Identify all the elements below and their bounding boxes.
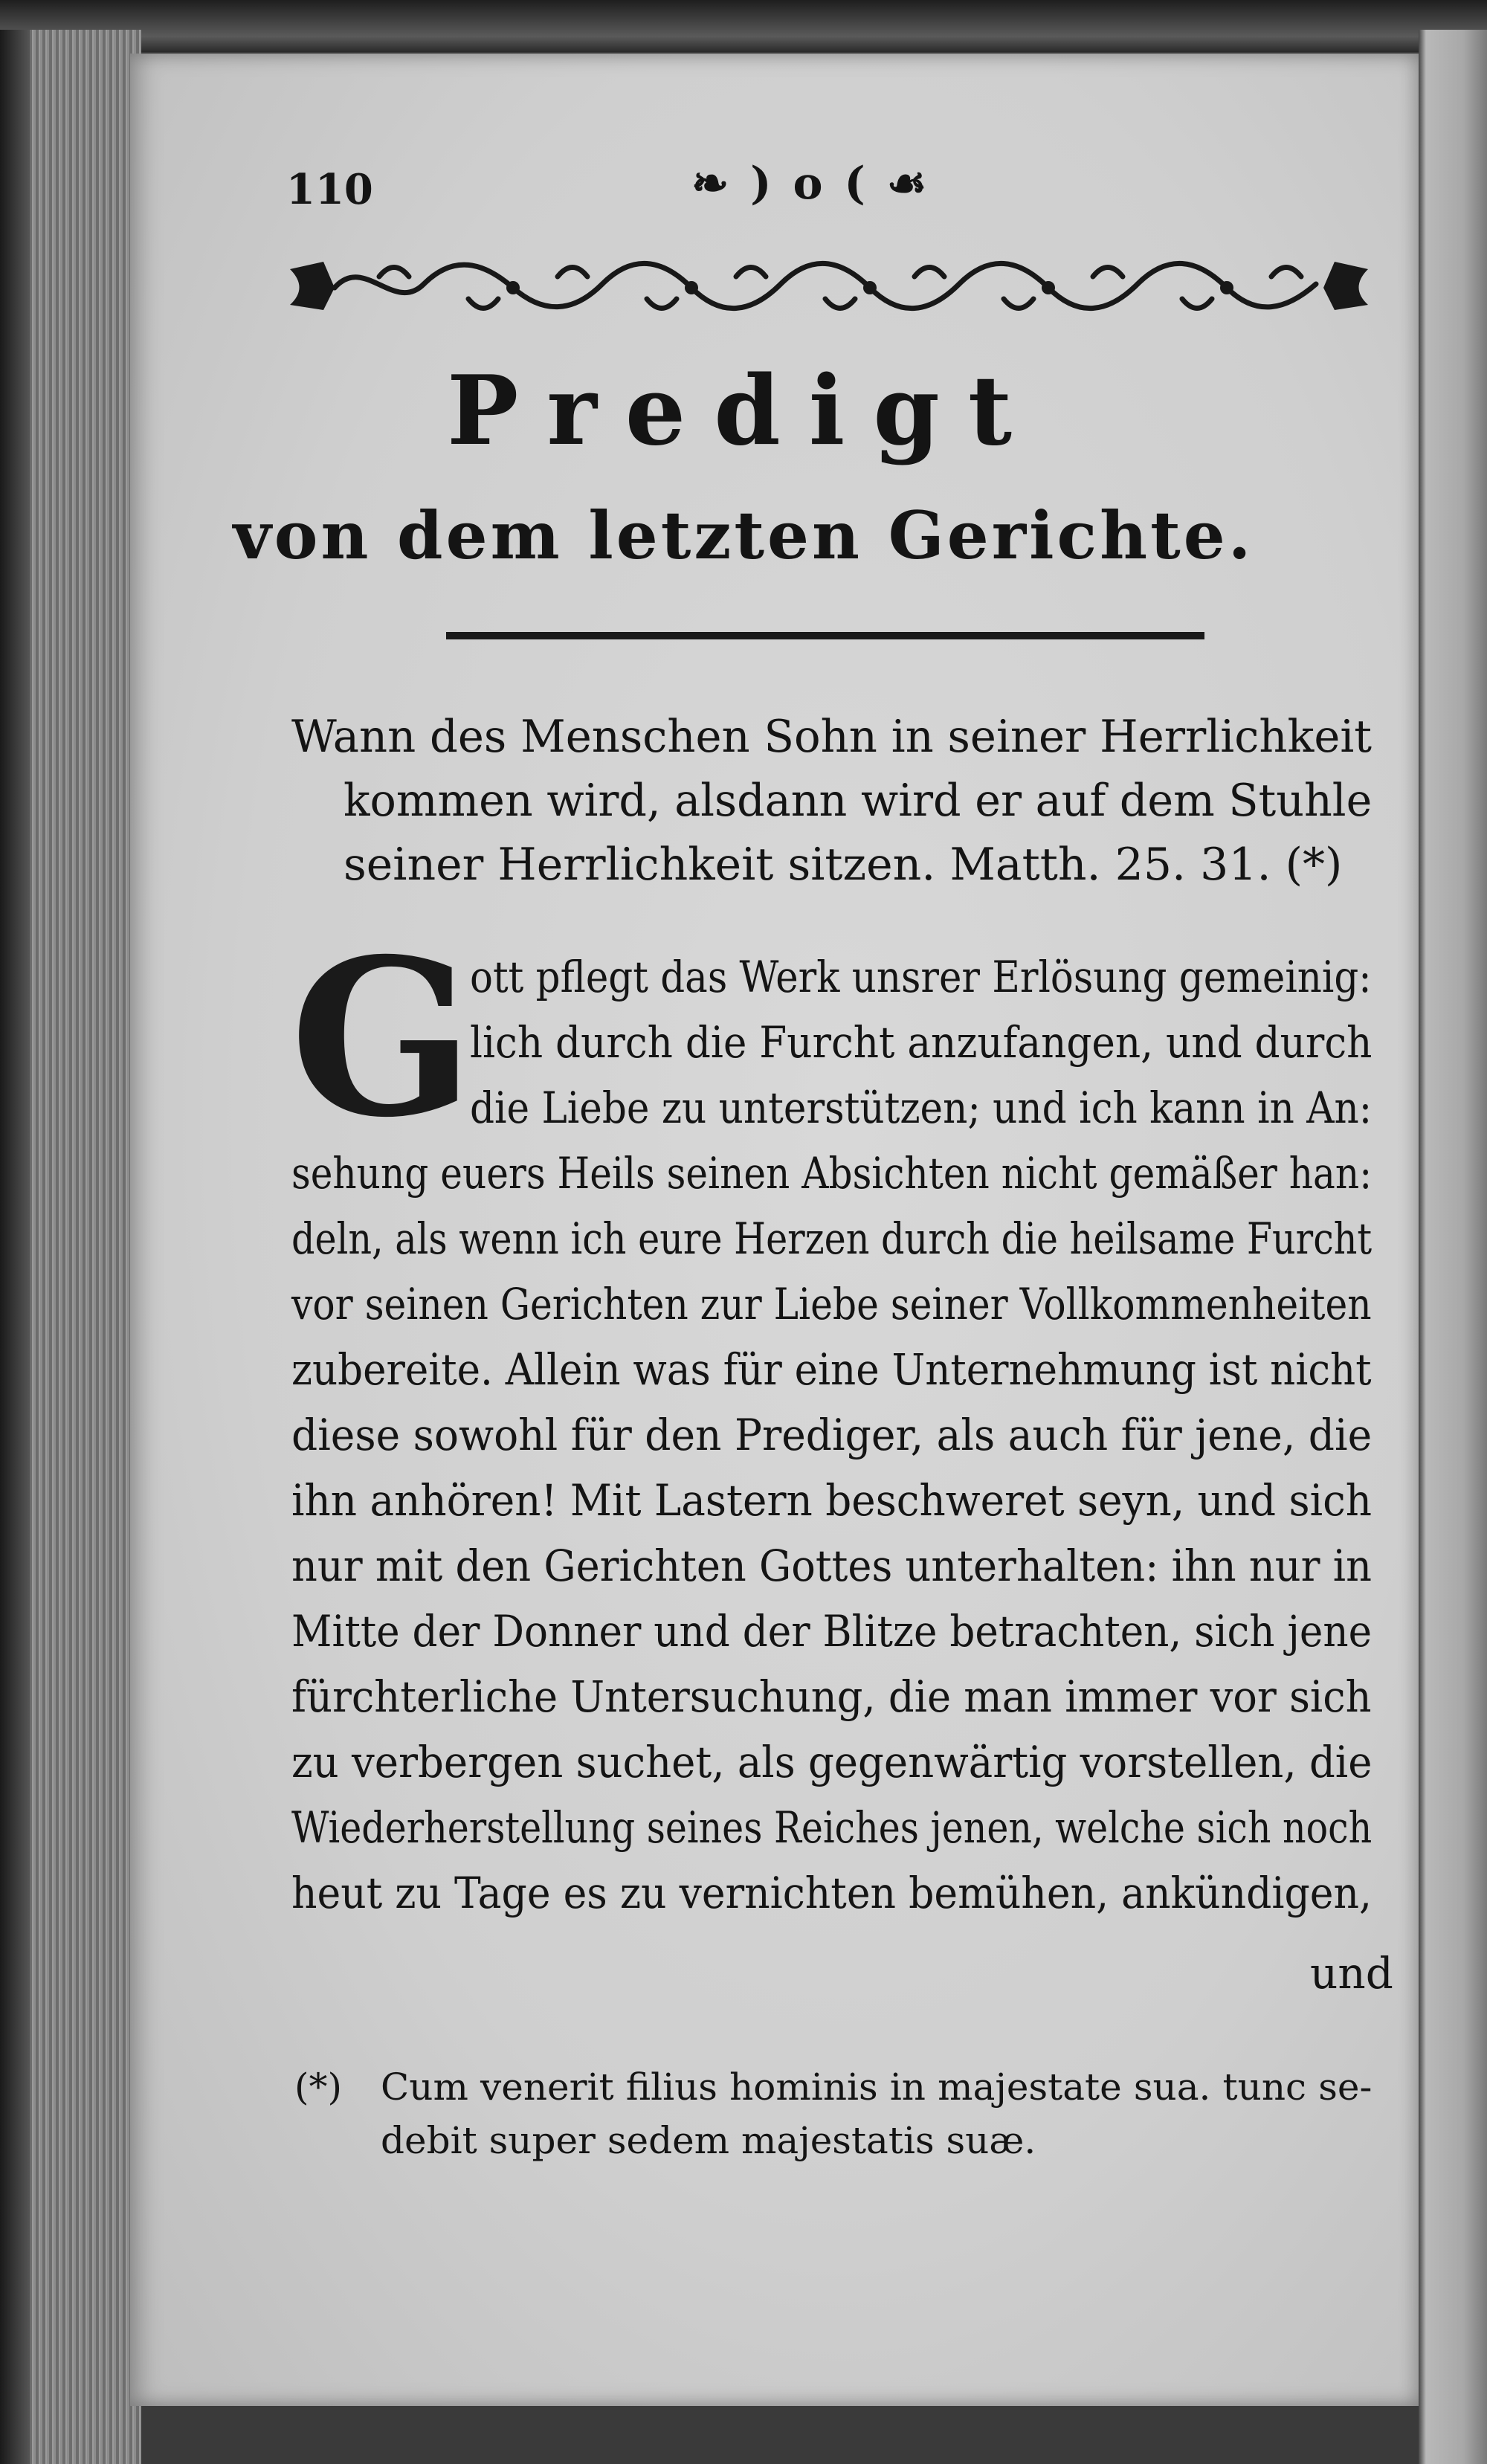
body-line: die Liebe zu unterstützen; und ich kann in An: bbox=[470, 1083, 1373, 1133]
epigraph-line: seiner Herrlichkeit sitzen. Matth. 25. 31. (*) bbox=[343, 839, 1343, 891]
body-line: diese sowohl für den Prediger, als auch für jene, die bbox=[291, 1410, 1373, 1460]
body-line: vor seinen Gerichten zur Liebe seiner Vollkommenheiten bbox=[291, 1279, 1372, 1329]
body-line: sehung euers Heils seinen Absichten nicht gemäßer han: bbox=[291, 1148, 1373, 1199]
body-line: deln, als wenn ich eure Herzen durch die heilsame Furcht bbox=[291, 1213, 1373, 1264]
running-head-ornament: ❧ ) o ( ☙ bbox=[691, 158, 930, 210]
body-line: zu verbergen suchet, als gegenwärtig vorstellen, die bbox=[291, 1737, 1373, 1787]
epigraph-line: Wann des Menschen Sohn in seiner Herrlichkeit bbox=[291, 711, 1373, 763]
catchword: und bbox=[1310, 1948, 1393, 1999]
footnote-line: Cum venerit filius hominis in majestate sua. tunc se- bbox=[381, 2065, 1373, 2109]
footnote-marker: (*) bbox=[294, 2065, 343, 2109]
body-line: lich durch die Furcht anzufangen, und durch bbox=[470, 1017, 1373, 1068]
page-number: 110 bbox=[286, 165, 373, 214]
body-line: heut zu Tage es zu vernichten bemühen, ankündigen, bbox=[291, 1868, 1373, 1918]
body-line: Mitte der Donner und der Blitze betrachten, sich jene bbox=[291, 1606, 1373, 1657]
drop-cap: G bbox=[290, 912, 474, 1165]
sermon-subtitle: von dem letzten Gerichte. bbox=[233, 497, 1254, 574]
body-line: ott pflegt das Werk unsrer Erlösung gemeinig: bbox=[470, 952, 1372, 1002]
body-line: zubereite. Allein was für eine Unternehmung ist nicht bbox=[291, 1344, 1372, 1395]
footnote-line: debit super sedem majestatis suæ. bbox=[381, 2119, 1036, 2162]
title-rule bbox=[446, 632, 1204, 639]
body-line: fürchterliche Untersuchung, die man immer vor sich bbox=[291, 1671, 1372, 1722]
body-line: ihn anhören! Mit Lastern beschweret seyn, und sich bbox=[291, 1475, 1373, 1526]
epigraph-line: kommen wird, alsdann wird er auf dem Stuhle bbox=[343, 775, 1373, 827]
decorative-ornament-band bbox=[290, 247, 1368, 321]
body-line: Wiederherstellung seines Reiches jenen, welche sich noch bbox=[291, 1802, 1373, 1853]
body-line: nur mit den Gerichten Gottes unterhalten: ihn nur in bbox=[291, 1541, 1372, 1591]
book-top-edge bbox=[0, 0, 1487, 52]
sermon-title: Predigt bbox=[447, 355, 1040, 467]
